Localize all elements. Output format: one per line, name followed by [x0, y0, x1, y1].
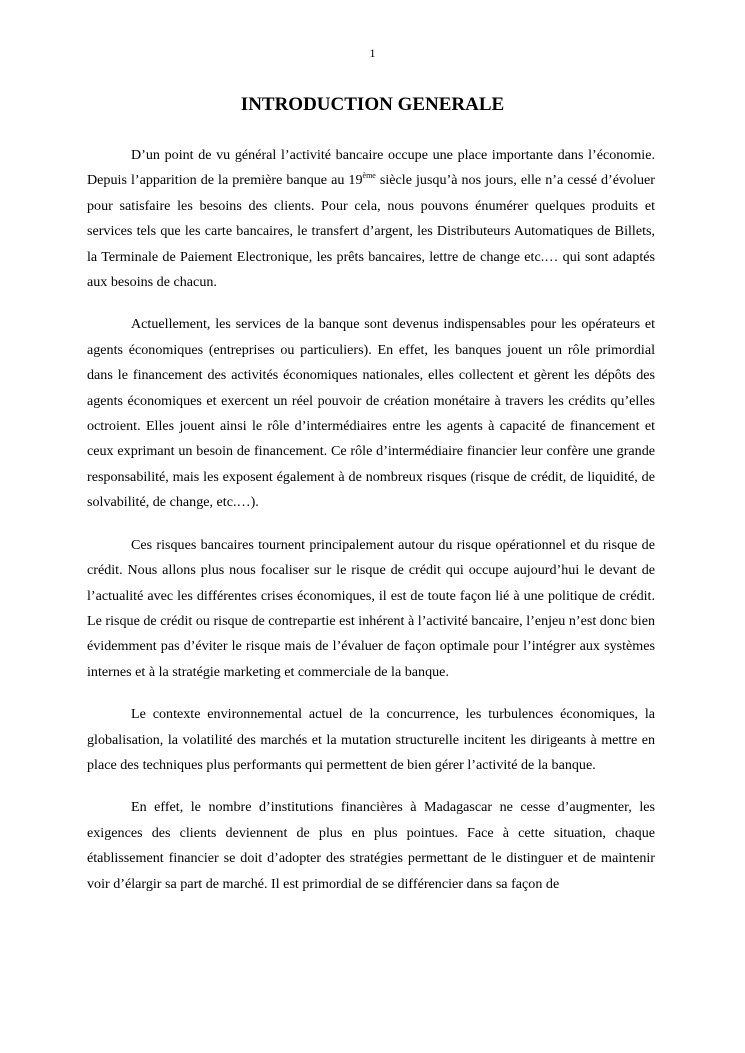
- page-number: 1: [369, 46, 376, 60]
- paragraph-2: Actuellement, les services de la banque sont devenus indispensables pour les opérateurs et agents économiques (entreprises ou particuliers). En effet, les banques jouent un rôle primordial dans le financement des activités économiques nationales, elles collectent et gèrent les dépôts des agents économiques et exercent un réel pouvoir de création monétaire à travers les crédits qu’elles octroient. Elles jouent ainsi le rôle d’intermédiaires entre les agents à capacité de financement et ceux exprimant un besoin de financement. Ce rôle d’intermédiaire financier leur confère une grande responsabilité, mais les exposent également à de nombreux risques (risque de crédit, de liquidité, de solvabilité, de change, etc.…).: [87, 316, 655, 511]
- superscript-eme: ème: [362, 171, 376, 181]
- document-body: [87, 143, 655, 914]
- paragraph-4: Le contexte environnemental actuel de la concurrence, les turbulences économiques, la globalisation, la volatilité des marchés et la mutation structurelle incitent les dirigeants à mettre en place des techniques plus performants qui permettent de bien gérer l’activité de la banque.: [87, 706, 655, 773]
- paragraph-1-text-end: siècle jusqu’à nos jours, elle n’a cessé d’évoluer pour satisfaire les besoins des clients. Pour cela, nous pouvons énumérer quelques produits et services tels que les carte bancaires, le transfert d’argent, les Distributeurs Automatiques de Billets, la Terminale de Paiement Electronique, les prêts bancaires, lettre de change etc.… qui sont adaptés aux besoins de chacun.: [87, 172, 655, 291]
- page-title: INTRODUCTION GENERALE: [240, 94, 505, 115]
- paragraph-3: Ces risques bancaires tournent principalement autour du risque opérationnel et du risque de crédit. Nous allons plus nous focaliser sur le risque de crédit qui occupe aujourd’hui le devant de l’actualité avec les différentes crises économiques, il est de toute façon lié à une politique de crédit. Le risque de crédit ou risque de contrepartie est inhérent à l’activité bancaire, l’enjeu n’est donc bien évidemment pas d’éviter le risque mais de l’évaluer de façon optimale pour l’intégrer aux systèmes internes et à la stratégie marketing et commerciale de la banque.: [87, 536, 655, 680]
- paragraph-1: [87, 143, 655, 295]
- paragraph-1-text-start: D’un point de vu général l’activité bancaire occupe une place importante dans l’économie. Depuis l’apparition de la première banque au 19: [87, 147, 655, 189]
- paragraph-5: En effet, le nombre d’institutions financières à Madagascar ne cesse d’augmenter, les exigences des clients deviennent de plus en plus pointues. Face à cette situation, chaque établissement financier se doit d’adopter des stratégies permettant de le distinguer et de maintenir voir d’élargir sa part de marché. Il est primordial de se différencier dans sa façon de: [87, 799, 655, 892]
